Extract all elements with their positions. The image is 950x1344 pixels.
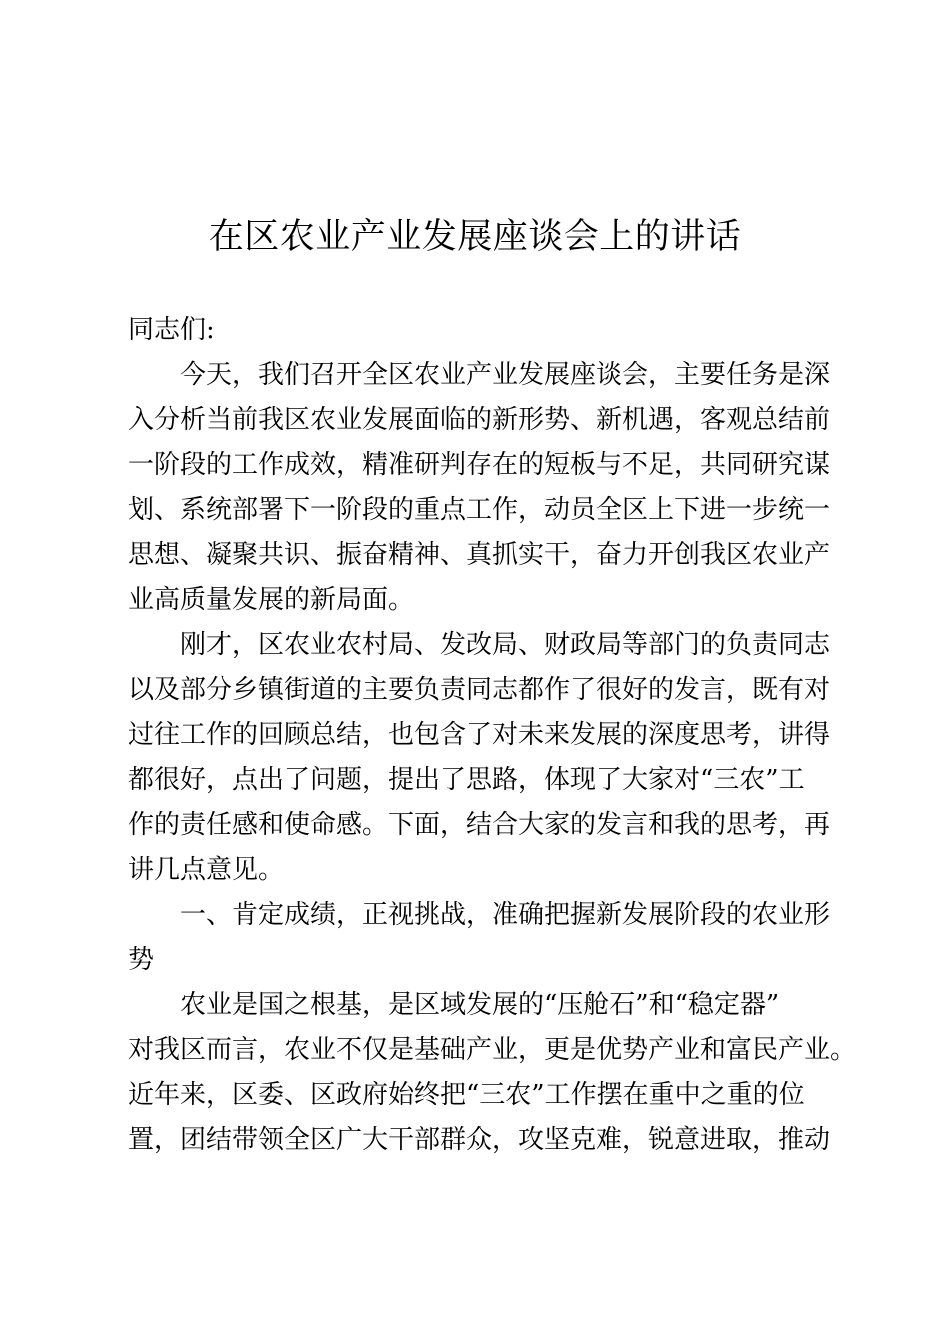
paragraph-1-line-2: 入分析当前我区农业发展面临的新形势、新机遇，客观总结前 [128, 405, 831, 435]
paragraph-1-line-1: 今天，我们召开全区农业产业发展座谈会，主要任务是深 [180, 360, 831, 390]
paragraph-2-line-6: 讲几点意见。 [128, 855, 285, 885]
section-heading-1-line-1: 一、肯定成绩，正视挑战，准确把握新发展阶段的农业形 [180, 900, 831, 930]
paragraph-2-line-2: 以及部分乡镇街道的主要负责同志都作了很好的发言，既有对 [128, 675, 831, 705]
paragraph-3-line-1: 农业是国之根基，是区域发展的“压舱石”和“稳定器” [180, 990, 780, 1020]
paragraph-2-line-1: 刚才，区农业农村局、发改局、财政局等部门的负责同志 [180, 630, 831, 660]
paragraph-3-line-3: 近年来，区委、区政府始终把“三农”工作摆在重中之重的位 [128, 1080, 805, 1110]
salutation: 同志们: [128, 315, 215, 345]
paragraph-2-line-4: 都很好，点出了问题，提出了思路，体现了大家对“三农”工 [128, 765, 805, 795]
section-heading-1-line-2: 势 [128, 945, 155, 975]
paragraph-1-line-3: 一阶段的工作成效，精准研判存在的短板与不足，共同研究谋 [128, 450, 831, 480]
paragraph-1-line-4: 划、系统部署下一阶段的重点工作，动员全区上下进一步统一 [128, 495, 831, 525]
paragraph-2-line-5: 作的责任感和使命感。下面，结合大家的发言和我的思考，再 [128, 810, 831, 840]
document-title: 在区农业产业发展座谈会上的讲话 [208, 217, 742, 257]
paragraph-3-line-2: 对我区而言，农业不仅是基础产业，更是优势产业和富民产业。 [128, 1035, 857, 1065]
paragraph-3-line-4: 置，团结带领全区广大干部群众，攻坚克难，锐意进取，推动 [128, 1125, 831, 1155]
paragraph-2-line-3: 过往工作的回顾总结，也包含了对未来发展的深度思考，讲得 [128, 720, 831, 750]
document-body [128, 308, 857, 1163]
paragraph-1-line-6: 业高质量发展的新局面。 [128, 585, 415, 615]
paragraph-1-line-5: 思想、凝聚共识、振奋精神、真抓实干，奋力开创我区农业产 [128, 540, 831, 570]
